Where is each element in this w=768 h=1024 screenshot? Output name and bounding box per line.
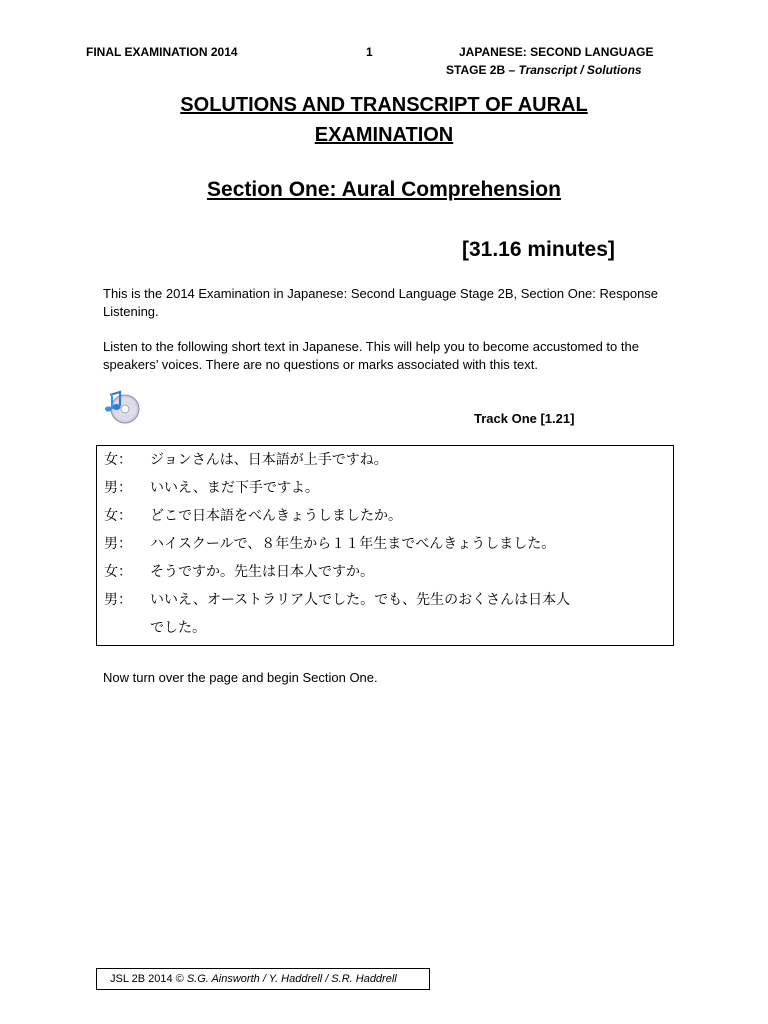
footer-authors: S.G. Ainsworth / Y. Haddrell / S.R. Haddrell: [186, 973, 397, 985]
transcript-line: [104, 506, 402, 526]
document-title-line2: EXAMINATION: [314, 124, 454, 146]
document-title: [0, 90, 768, 150]
header-stage-prefix: STAGE 2B –: [446, 63, 519, 77]
dialogue-text: そうですか。先生は日本人ですか。: [150, 564, 374, 580]
dialogue-text: いいえ、オーストラリア人でした。でも、先生のおくさんは日本人: [150, 592, 571, 608]
footer-copyright: [96, 968, 430, 990]
transcript-line: [104, 478, 319, 498]
audio-cd-icon: [104, 389, 140, 425]
intro-paragraph-1: This is the 2014 Examination in Japanese: Second Language Stage 2B, Section One: Response Listening.: [103, 286, 659, 319]
transcript-box: [96, 445, 674, 646]
intro-paragraph-2: Listen to the following short text in Japanese. This will help you to become accustomed to the speakers’ voices. There are no questions or marks associated with this text.: [103, 339, 639, 372]
outro-paragraph: Now turn over the page and begin Section One.: [103, 670, 378, 685]
speaker-label: 女：: [104, 452, 132, 468]
dialogue-text: いいえ、まだ下手ですよ。: [150, 480, 319, 496]
section-duration: [31.16 minutes]: [462, 238, 615, 261]
transcript-line: [104, 562, 374, 582]
speaker-label: 男：: [104, 480, 132, 496]
header-stage-italic: Transcript / Solutions: [518, 63, 642, 77]
dialogue-text: ジョンさんは、日本語が上手ですね。: [150, 452, 388, 468]
speaker-label: 女：: [104, 508, 132, 524]
footer-prefix: JSL 2B 2014 ©: [110, 973, 187, 985]
header-exam-title: FINAL EXAMINATION 2014: [86, 45, 238, 59]
page-number: 1: [366, 45, 373, 59]
section-title: Section One: Aural Comprehension: [207, 178, 561, 201]
transcript-line: [104, 590, 570, 610]
transcript-continuation: でした。: [150, 620, 206, 636]
speaker-label: 男：: [104, 536, 132, 552]
transcript-line: [104, 534, 555, 554]
transcript-line: [104, 450, 388, 470]
document-title-line1: SOLUTIONS AND TRANSCRIPT OF AURAL: [180, 94, 588, 116]
dialogue-text: ハイスクールで、８年生から１１年生までべんきょうしました。: [150, 536, 556, 552]
header-subject: JAPANESE: SECOND LANGUAGE: [459, 45, 654, 59]
track-label: Track One [1.21]: [474, 411, 575, 426]
header-stage: [446, 63, 642, 77]
speaker-label: 男：: [104, 592, 132, 608]
speaker-label: 女：: [104, 564, 132, 580]
dialogue-text: どこで日本語をべんきょうしましたか。: [150, 508, 402, 524]
